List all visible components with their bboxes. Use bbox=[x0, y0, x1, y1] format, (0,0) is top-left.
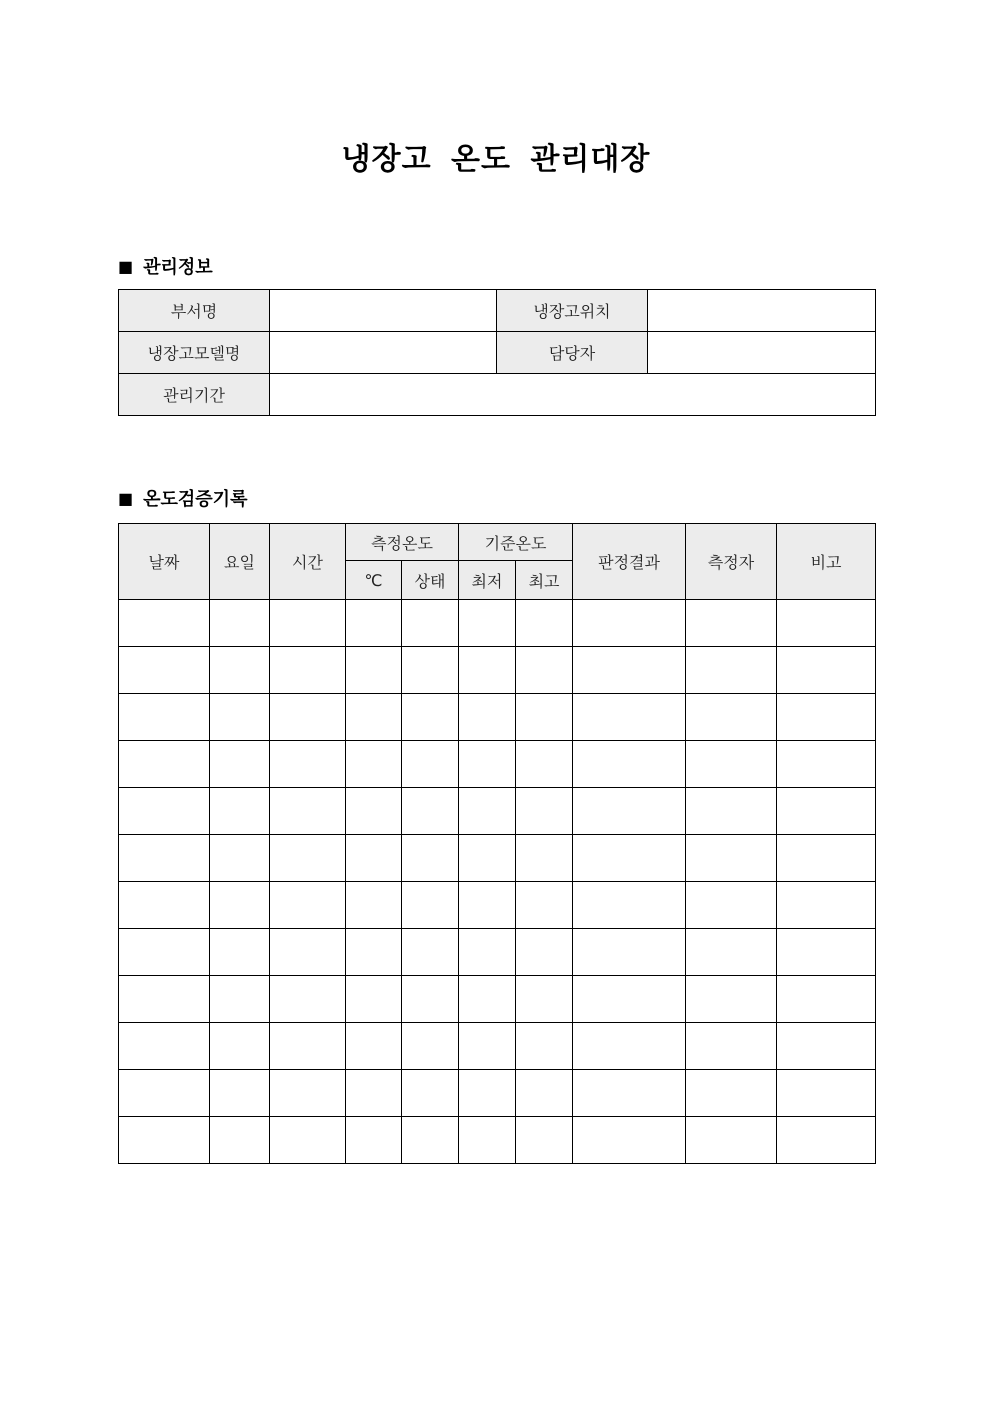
min-cell[interactable] bbox=[459, 1070, 516, 1117]
min-cell[interactable] bbox=[459, 647, 516, 694]
remarks-cell[interactable] bbox=[777, 600, 876, 647]
time-cell[interactable] bbox=[270, 1117, 346, 1164]
celsius-cell[interactable] bbox=[346, 882, 402, 929]
time-cell[interactable] bbox=[270, 600, 346, 647]
date-cell[interactable] bbox=[119, 1023, 210, 1070]
header-weekday: 요일 bbox=[210, 524, 270, 600]
max-cell[interactable] bbox=[516, 1023, 573, 1070]
celsius-cell[interactable] bbox=[346, 1117, 402, 1164]
table-row bbox=[119, 1023, 876, 1070]
status-cell[interactable] bbox=[402, 647, 459, 694]
table-row bbox=[119, 788, 876, 835]
department-label: 부서명 bbox=[119, 290, 270, 332]
weekday-cell[interactable] bbox=[210, 1023, 270, 1070]
weekday-cell[interactable] bbox=[210, 741, 270, 788]
min-cell[interactable] bbox=[459, 600, 516, 647]
weekday-cell[interactable] bbox=[210, 882, 270, 929]
date-cell[interactable] bbox=[119, 976, 210, 1023]
header-result: 판정결과 bbox=[573, 524, 686, 600]
celsius-cell[interactable] bbox=[346, 929, 402, 976]
status-cell[interactable] bbox=[402, 600, 459, 647]
measurer-cell[interactable] bbox=[686, 600, 777, 647]
max-cell[interactable] bbox=[516, 929, 573, 976]
celsius-cell[interactable] bbox=[346, 788, 402, 835]
remarks-cell[interactable] bbox=[777, 929, 876, 976]
min-cell[interactable] bbox=[459, 788, 516, 835]
date-cell[interactable] bbox=[119, 1070, 210, 1117]
header-min: 최저 bbox=[459, 561, 516, 600]
table-row bbox=[119, 835, 876, 882]
celsius-cell[interactable] bbox=[346, 600, 402, 647]
table-row bbox=[119, 1117, 876, 1164]
min-cell[interactable] bbox=[459, 882, 516, 929]
celsius-cell[interactable] bbox=[346, 741, 402, 788]
weekday-cell[interactable] bbox=[210, 647, 270, 694]
header-date: 날짜 bbox=[119, 524, 210, 600]
result-cell[interactable] bbox=[573, 882, 686, 929]
max-cell[interactable] bbox=[516, 1117, 573, 1164]
weekday-cell[interactable] bbox=[210, 694, 270, 741]
result-cell[interactable] bbox=[573, 1117, 686, 1164]
time-cell[interactable] bbox=[270, 882, 346, 929]
remarks-cell[interactable] bbox=[777, 788, 876, 835]
result-cell[interactable] bbox=[573, 929, 686, 976]
remarks-cell[interactable] bbox=[777, 882, 876, 929]
date-cell[interactable] bbox=[119, 1117, 210, 1164]
celsius-cell[interactable] bbox=[346, 976, 402, 1023]
result-cell[interactable] bbox=[573, 647, 686, 694]
square-bullet-icon: ■ bbox=[118, 488, 134, 508]
page-title: 냉장고 온도 관리대장 bbox=[341, 142, 651, 177]
min-cell[interactable] bbox=[459, 694, 516, 741]
weekday-cell[interactable] bbox=[210, 788, 270, 835]
weekday-cell[interactable] bbox=[210, 835, 270, 882]
date-cell[interactable] bbox=[119, 929, 210, 976]
weekday-cell[interactable] bbox=[210, 976, 270, 1023]
status-cell[interactable] bbox=[402, 929, 459, 976]
table-row bbox=[119, 600, 876, 647]
time-cell[interactable] bbox=[270, 1070, 346, 1117]
max-cell[interactable] bbox=[516, 741, 573, 788]
header-celsius: ℃ bbox=[346, 561, 402, 600]
max-cell[interactable] bbox=[516, 647, 573, 694]
date-cell[interactable] bbox=[119, 835, 210, 882]
header-time: 시간 bbox=[270, 524, 346, 600]
section-heading-management-info bbox=[118, 253, 213, 279]
result-cell[interactable] bbox=[573, 788, 686, 835]
result-cell[interactable] bbox=[573, 1070, 686, 1117]
time-cell[interactable] bbox=[270, 1023, 346, 1070]
status-cell[interactable] bbox=[402, 694, 459, 741]
weekday-cell[interactable] bbox=[210, 1070, 270, 1117]
measurer-cell[interactable] bbox=[686, 835, 777, 882]
result-cell[interactable] bbox=[573, 835, 686, 882]
time-cell[interactable] bbox=[270, 694, 346, 741]
status-cell[interactable] bbox=[402, 1117, 459, 1164]
result-cell[interactable] bbox=[573, 694, 686, 741]
period-label: 관리기간 bbox=[119, 374, 270, 416]
result-cell[interactable] bbox=[573, 976, 686, 1023]
table-row bbox=[119, 647, 876, 694]
header-standard-temp: 기준온도 bbox=[459, 524, 573, 561]
status-cell[interactable] bbox=[402, 835, 459, 882]
celsius-cell[interactable] bbox=[346, 647, 402, 694]
max-cell[interactable] bbox=[516, 788, 573, 835]
time-cell[interactable] bbox=[270, 741, 346, 788]
date-cell[interactable] bbox=[119, 694, 210, 741]
measurer-cell[interactable] bbox=[686, 1023, 777, 1070]
header-remarks: 비고 bbox=[777, 524, 876, 600]
department-field[interactable] bbox=[270, 290, 497, 332]
measurer-cell[interactable] bbox=[686, 882, 777, 929]
max-cell[interactable] bbox=[516, 976, 573, 1023]
measurer-cell[interactable] bbox=[686, 741, 777, 788]
fridge-location-label: 냉장고위치 bbox=[497, 290, 648, 332]
header-measured-temp: 측정온도 bbox=[346, 524, 459, 561]
table-row bbox=[119, 976, 876, 1023]
min-cell[interactable] bbox=[459, 976, 516, 1023]
time-cell[interactable] bbox=[270, 788, 346, 835]
date-cell[interactable] bbox=[119, 882, 210, 929]
time-cell[interactable] bbox=[270, 647, 346, 694]
result-cell[interactable] bbox=[573, 1023, 686, 1070]
table-row bbox=[119, 929, 876, 976]
fridge-location-field[interactable] bbox=[648, 290, 876, 332]
header-max: 최고 bbox=[516, 561, 573, 600]
manager-label: 담당자 bbox=[497, 332, 648, 374]
table-row bbox=[119, 1070, 876, 1117]
celsius-cell[interactable] bbox=[346, 835, 402, 882]
section-heading-label: 온도검증기록 bbox=[143, 489, 248, 510]
remarks-cell[interactable] bbox=[777, 1023, 876, 1070]
measurer-cell[interactable] bbox=[686, 1070, 777, 1117]
time-cell[interactable] bbox=[270, 929, 346, 976]
max-cell[interactable] bbox=[516, 835, 573, 882]
manager-field[interactable] bbox=[648, 332, 876, 374]
fridge-model-label: 냉장고모델명 bbox=[119, 332, 270, 374]
remarks-cell[interactable] bbox=[777, 1117, 876, 1164]
celsius-cell[interactable] bbox=[346, 1023, 402, 1070]
header-status: 상태 bbox=[402, 561, 459, 600]
section-heading-label: 관리정보 bbox=[143, 257, 213, 278]
remarks-cell[interactable] bbox=[777, 741, 876, 788]
min-cell[interactable] bbox=[459, 1117, 516, 1164]
remarks-cell[interactable] bbox=[777, 1070, 876, 1117]
table-row bbox=[119, 882, 876, 929]
min-cell[interactable] bbox=[459, 741, 516, 788]
measurer-cell[interactable] bbox=[686, 929, 777, 976]
measurer-cell[interactable] bbox=[686, 647, 777, 694]
celsius-cell[interactable] bbox=[346, 1070, 402, 1117]
time-cell[interactable] bbox=[270, 835, 346, 882]
status-cell[interactable] bbox=[402, 882, 459, 929]
status-cell[interactable] bbox=[402, 1070, 459, 1117]
status-cell[interactable] bbox=[402, 1023, 459, 1070]
header-measurer: 측정자 bbox=[686, 524, 777, 600]
table-row bbox=[119, 741, 876, 788]
status-cell[interactable] bbox=[402, 976, 459, 1023]
remarks-cell[interactable] bbox=[777, 647, 876, 694]
weekday-cell[interactable] bbox=[210, 600, 270, 647]
remarks-cell[interactable] bbox=[777, 694, 876, 741]
table-row bbox=[119, 694, 876, 741]
temperature-log-table bbox=[118, 523, 876, 1164]
date-cell[interactable] bbox=[119, 600, 210, 647]
weekday-cell[interactable] bbox=[210, 929, 270, 976]
status-cell[interactable] bbox=[402, 788, 459, 835]
celsius-cell[interactable] bbox=[346, 694, 402, 741]
weekday-cell[interactable] bbox=[210, 1117, 270, 1164]
max-cell[interactable] bbox=[516, 694, 573, 741]
date-cell[interactable] bbox=[119, 741, 210, 788]
min-cell[interactable] bbox=[459, 929, 516, 976]
max-cell[interactable] bbox=[516, 1070, 573, 1117]
date-cell[interactable] bbox=[119, 788, 210, 835]
min-cell[interactable] bbox=[459, 835, 516, 882]
max-cell[interactable] bbox=[516, 600, 573, 647]
time-cell[interactable] bbox=[270, 976, 346, 1023]
measurer-cell[interactable] bbox=[686, 1117, 777, 1164]
fridge-model-field[interactable] bbox=[270, 332, 497, 374]
remarks-cell[interactable] bbox=[777, 976, 876, 1023]
management-info-table bbox=[118, 289, 876, 416]
measurer-cell[interactable] bbox=[686, 788, 777, 835]
section-heading-temperature-log bbox=[118, 485, 247, 511]
max-cell[interactable] bbox=[516, 882, 573, 929]
status-cell[interactable] bbox=[402, 741, 459, 788]
remarks-cell[interactable] bbox=[777, 835, 876, 882]
measurer-cell[interactable] bbox=[686, 694, 777, 741]
result-cell[interactable] bbox=[573, 600, 686, 647]
date-cell[interactable] bbox=[119, 647, 210, 694]
period-field[interactable] bbox=[270, 374, 876, 416]
measurer-cell[interactable] bbox=[686, 976, 777, 1023]
square-bullet-icon: ■ bbox=[118, 256, 134, 276]
min-cell[interactable] bbox=[459, 1023, 516, 1070]
result-cell[interactable] bbox=[573, 741, 686, 788]
